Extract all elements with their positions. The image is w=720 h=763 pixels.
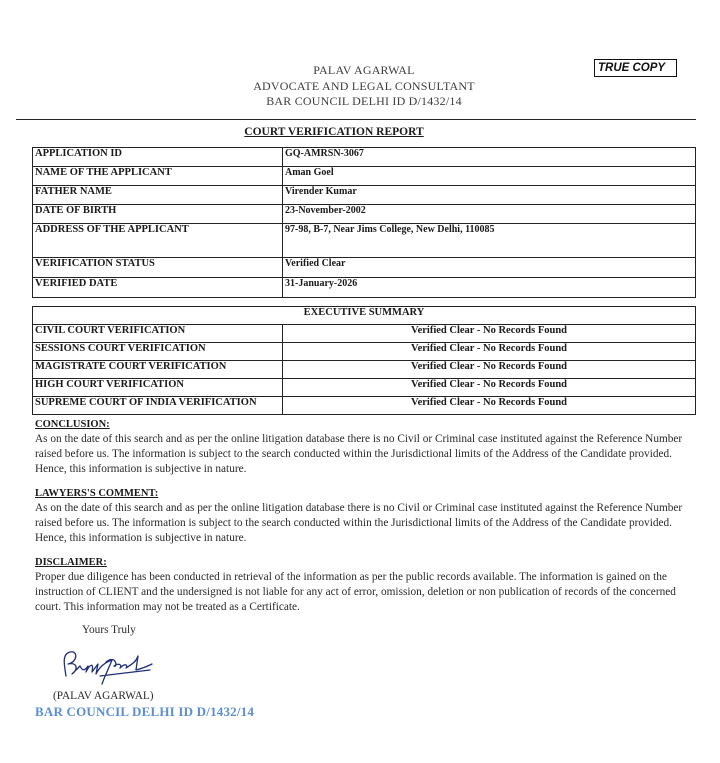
disclaimer-text: Proper due diligence has been conducted in retrieval of the information as per the public records available. The information is gained on the instruction of CLIENT and the undersigned is not liable for any act of error, omission, deletion or non publication of records of the concerned court. This information may not be treated as a Certificate. bbox=[35, 571, 676, 613]
row-value: Virender Kumar bbox=[283, 186, 696, 205]
disclaimer-section bbox=[35, 555, 685, 615]
row-label: CIVIL COURT VERIFICATION bbox=[33, 325, 283, 343]
row-label: HIGH COURT VERIFICATION bbox=[33, 379, 283, 397]
row-value: Verified Clear - No Records Found bbox=[283, 325, 696, 343]
table-header-row bbox=[33, 307, 696, 325]
row-value: Verified Clear - No Records Found bbox=[283, 361, 696, 379]
table-row bbox=[33, 205, 696, 224]
true-copy-stamp: TRUE COPY bbox=[594, 59, 677, 77]
table-row bbox=[33, 361, 696, 379]
report-title: COURT VERIFICATION REPORT bbox=[244, 126, 424, 138]
advocate-title: ADVOCATE AND LEGAL CONSULTANT bbox=[253, 78, 475, 93]
conclusion-section bbox=[35, 417, 685, 477]
row-label: MAGISTRATE COURT VERIFICATION bbox=[33, 361, 283, 379]
executive-summary-table bbox=[32, 306, 696, 415]
signatory-name: (PALAV AGARWAL) bbox=[53, 690, 154, 702]
row-value: 97-98, B-7, Near Jims College, New Delhi, 110085 bbox=[283, 224, 696, 258]
table-row bbox=[33, 379, 696, 397]
row-value: 31-January-2026 bbox=[283, 278, 696, 298]
table-row bbox=[33, 186, 696, 205]
table-row bbox=[33, 167, 696, 186]
table-row bbox=[33, 224, 696, 258]
table-row bbox=[33, 343, 696, 361]
applicant-details-table bbox=[32, 147, 696, 298]
row-label: ADDRESS OF THE APPLICANT bbox=[33, 224, 283, 258]
closing-text: Yours Truly bbox=[82, 624, 136, 636]
handwritten-signature bbox=[56, 640, 156, 688]
row-label: SUPREME COURT OF INDIA VERIFICATION bbox=[33, 397, 283, 415]
table-row bbox=[33, 278, 696, 298]
table-row bbox=[33, 397, 696, 415]
summary-heading: EXECUTIVE SUMMARY bbox=[33, 307, 696, 325]
row-value: Verified Clear - No Records Found bbox=[283, 379, 696, 397]
row-value: Verified Clear - No Records Found bbox=[283, 397, 696, 415]
row-value: Aman Goel bbox=[283, 167, 696, 186]
row-value: Verified Clear - No Records Found bbox=[283, 343, 696, 361]
row-value: 23-November-2002 bbox=[283, 205, 696, 224]
lawyers-comment-text: As on the date of this search and as per the online litigation database there is no Civil or Criminal case instituted against the Reference Number raised before us. The information is subject to the search conducted within the Jurisdictional limits of the Address of the Candidate provided. Hence, this information is subjective in nature. bbox=[35, 502, 683, 544]
row-label: VERIFIED DATE bbox=[33, 278, 283, 298]
table-row bbox=[33, 325, 696, 343]
lawyers-comment-section bbox=[35, 486, 685, 546]
advocate-name: PALAV AGARWAL bbox=[313, 63, 415, 77]
conclusion-heading: CONCLUSION: bbox=[35, 419, 110, 430]
row-label: DATE OF BIRTH bbox=[33, 205, 283, 224]
conclusion-text: As on the date of this search and as per the online litigation database there is no Civil or Criminal case instituted against the Reference Number raised before us. The information is subject to the search conducted within the Jurisdictional limits of the Address of the Candidate provided. Hence, this information is subjective in nature. bbox=[35, 433, 683, 475]
row-label: NAME OF THE APPLICANT bbox=[33, 167, 283, 186]
row-value: Verified Clear bbox=[283, 258, 696, 278]
signatory-bar-id: BAR COUNCIL DELHI ID D/1432/14 bbox=[35, 704, 255, 719]
row-label: APPLICATION ID bbox=[33, 148, 283, 167]
table-row bbox=[33, 148, 696, 167]
disclaimer-heading: DISCLAIMER: bbox=[35, 557, 107, 568]
lawyers-comment-heading: LAWYERS'S COMMENT: bbox=[35, 488, 159, 499]
table-row bbox=[33, 258, 696, 278]
header-divider bbox=[16, 119, 696, 120]
row-value: GQ-AMRSN-3067 bbox=[283, 148, 696, 167]
letterhead-bar-id: BAR COUNCIL DELHI ID D/1432/14 bbox=[266, 94, 462, 108]
row-label: VERIFICATION STATUS bbox=[33, 258, 283, 278]
row-label: SESSIONS COURT VERIFICATION bbox=[33, 343, 283, 361]
row-label: FATHER NAME bbox=[33, 186, 283, 205]
